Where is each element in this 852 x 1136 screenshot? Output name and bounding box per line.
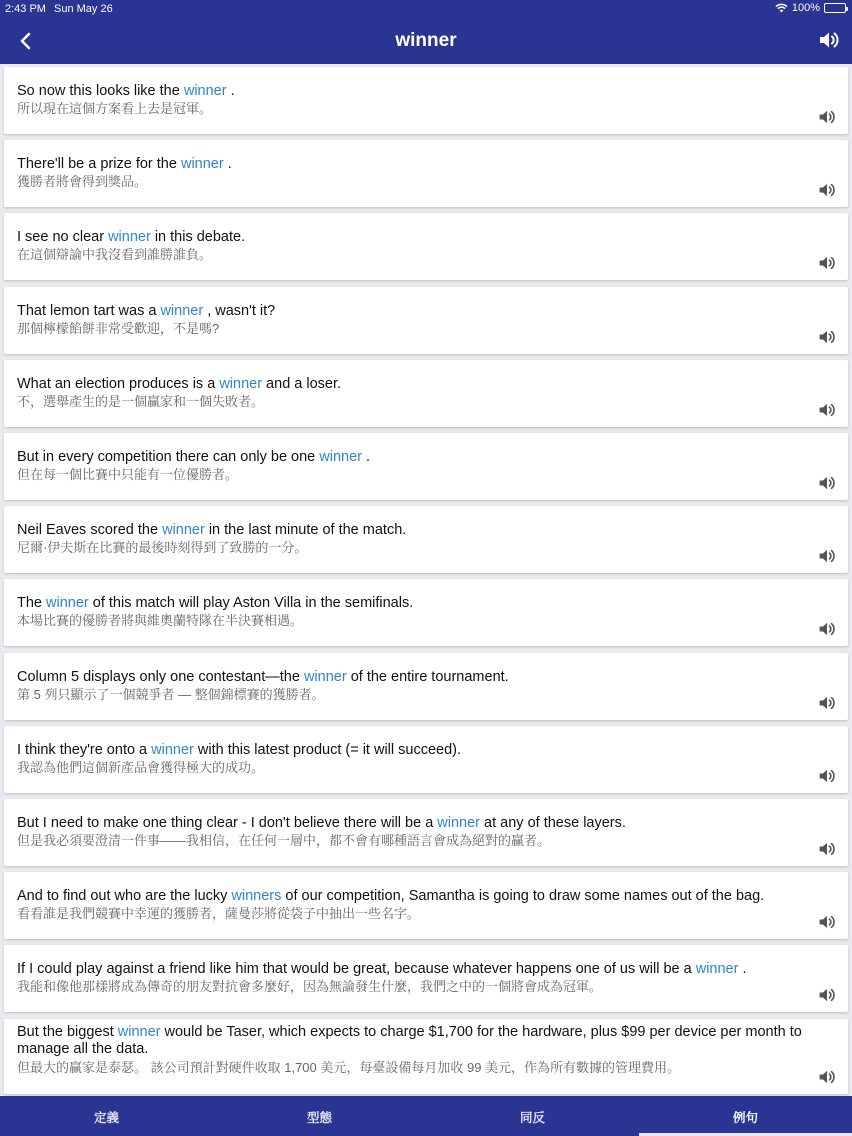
example-card	[4, 433, 848, 500]
page-title: winner	[395, 30, 457, 51]
example-keyword: winner	[162, 522, 205, 539]
example-keyword: winner	[695, 961, 739, 978]
example-keyword: winner	[117, 1023, 161, 1040]
example-text: Column 5 displays only one contestant—the	[17, 668, 304, 685]
example-list[interactable]	[0, 64, 852, 1096]
speak-example-button[interactable]	[818, 1068, 836, 1086]
example-keyword: winner	[46, 595, 89, 612]
example-english	[17, 742, 840, 759]
speaker-icon	[818, 986, 836, 1004]
example-text: of the entire tournament.	[346, 668, 509, 685]
tab-bar	[0, 1096, 852, 1136]
example-english	[17, 1024, 840, 1058]
example-keyword: winner	[180, 156, 224, 173]
example-english	[17, 376, 840, 393]
status-date: Sun May 26	[54, 3, 113, 15]
speak-example-button[interactable]	[818, 913, 836, 931]
example-english	[17, 83, 840, 100]
example-translation: 獲勝者將會得到獎品。	[17, 174, 148, 190]
example-keyword: winner	[303, 668, 347, 685]
example-text: That lemon tart was a	[17, 302, 161, 319]
tab-2[interactable]: 同反	[519, 1111, 545, 1125]
example-keyword: winner	[160, 302, 204, 319]
speaker-icon	[818, 547, 836, 565]
example-english	[17, 961, 840, 978]
example-translation: 不，選舉產生的是一個贏家和一個失敗者。	[17, 393, 265, 409]
example-translation: 我能和像他那樣將成為傳奇的朋友對抗會多麼好，因為無論發生什麼，我們之中的一個將會成為冠軍。	[17, 979, 603, 995]
nav-bar	[0, 18, 852, 64]
example-text: of our competition, Samantha is going to draw some names out of the bag.	[281, 888, 765, 905]
example-keyword: winner	[183, 83, 227, 99]
example-text: I think they're onto a	[17, 741, 152, 758]
example-text: and a loser.	[262, 375, 342, 392]
example-text: would be Taser, which expects to charge $1,700 for the hardware, plus $99 per device per month to manage all the data.	[17, 1023, 802, 1057]
example-card	[4, 579, 848, 646]
speaker-icon	[818, 328, 836, 346]
speak-example-button[interactable]	[818, 181, 836, 199]
example-translation: 但最大的贏家是泰瑟。 該公司預計對硬件收取 1,700 美元，每臺設備每月加收 99 美元，作為所有數據的管理費用。	[17, 1059, 681, 1075]
example-text: There'll be a prize for the	[17, 156, 181, 173]
example-text: But I need to make one thing clear - I don't believe there will be a	[17, 815, 438, 831]
example-text: of this match will play Aston Villa in the semifinals.	[88, 595, 414, 612]
example-card	[4, 213, 848, 280]
example-translation: 尼爾·伊夫斯在比賽的最後時刻得到了致勝的一分。	[17, 540, 308, 556]
example-card	[4, 1019, 848, 1094]
example-text: with this latest product (= it will succeed).	[193, 741, 462, 758]
speak-example-button[interactable]	[818, 254, 836, 272]
example-keyword: winner	[108, 229, 151, 246]
example-text: at any of these layers.	[480, 815, 626, 831]
speaker-icon	[818, 620, 836, 638]
example-text: in this debate.	[150, 229, 246, 246]
example-card	[4, 653, 848, 720]
example-english	[17, 303, 840, 320]
example-translation: 在這個辯論中我沒看到誰勝誰負。	[17, 247, 213, 263]
example-english	[17, 595, 840, 612]
example-translation: 但在每一個比賽中只能有一位優勝者。	[17, 467, 239, 482]
example-english	[17, 229, 840, 246]
example-translation: 所以現在這個方案看上去是冠軍。	[17, 101, 213, 116]
speaker-icon	[818, 181, 836, 199]
example-english	[17, 669, 840, 686]
example-text: What an election produces is a	[17, 375, 220, 392]
example-keyword: winner	[151, 741, 194, 758]
example-card	[4, 872, 848, 939]
example-translation: 我認為他們這個新產品會獲得極大的成功。	[17, 759, 265, 775]
speak-example-button[interactable]	[818, 840, 836, 858]
example-english	[17, 449, 840, 466]
example-translation: 本場比賽的優勝者將與維奧蘭特隊在半決賽相遇。	[17, 613, 304, 629]
speaker-icon	[818, 694, 836, 712]
example-english	[17, 815, 840, 832]
speaker-icon	[818, 474, 836, 492]
example-text: The	[17, 595, 47, 612]
example-card	[4, 287, 848, 354]
example-text: .	[738, 961, 747, 978]
example-translation: 第 5 列只顯示了一個競爭者 — 整個錦標賽的獲勝者。	[17, 686, 325, 702]
example-keyword: winner	[319, 449, 362, 465]
speak-example-button[interactable]	[818, 620, 836, 638]
example-text: But in every competition there can only be one	[17, 449, 320, 465]
speak-example-button[interactable]	[818, 401, 836, 419]
speaker-icon	[818, 29, 840, 51]
speaker-icon	[818, 913, 836, 931]
example-text: So now this looks like the	[17, 83, 184, 99]
speak-example-button[interactable]	[818, 328, 836, 346]
speaker-icon	[818, 840, 836, 858]
tab-3[interactable]: 例句	[639, 1096, 852, 1136]
example-card	[4, 67, 848, 134]
tab-1[interactable]: 型態	[306, 1111, 332, 1125]
speak-example-button[interactable]	[818, 986, 836, 1004]
example-english	[17, 888, 840, 905]
example-text: But the biggest	[17, 1023, 118, 1040]
example-english	[17, 522, 840, 539]
example-card	[4, 945, 848, 1012]
status-time: 2:43 PM	[5, 3, 46, 15]
speaker-icon	[818, 254, 836, 272]
example-text: Neil Eaves scored the	[17, 522, 163, 539]
example-translation: 看看誰是我們競賽中幸運的獲勝者，薩曼莎將從袋子中抽出一些名字。	[17, 906, 421, 922]
example-card	[4, 726, 848, 793]
example-text: I see no clear	[17, 229, 109, 246]
speak-example-button[interactable]	[818, 108, 836, 126]
example-keyword: winners	[231, 888, 282, 905]
speaker-icon	[818, 1068, 836, 1086]
speak-example-button[interactable]	[818, 694, 836, 712]
battery-percent: 100%	[791, 2, 820, 14]
example-text: And to find out who are the lucky	[17, 888, 232, 905]
example-translation: 但是我必須要澄清一件事——我相信，在任何一層中，都不會有哪種語言會成為絕對的贏者。	[17, 833, 551, 848]
example-card	[4, 799, 848, 866]
battery-icon	[824, 3, 846, 13]
example-text: , wasn't it?	[203, 302, 276, 319]
example-text: .	[226, 83, 235, 99]
speaker-icon	[818, 767, 836, 785]
example-keyword: winner	[437, 815, 481, 831]
example-card	[4, 506, 848, 573]
speak-example-button[interactable]	[818, 547, 836, 565]
speak-word-button[interactable]	[818, 29, 842, 53]
example-card	[4, 360, 848, 427]
speak-example-button[interactable]	[818, 474, 836, 492]
speaker-icon	[818, 108, 836, 126]
example-text: in the last minute of the match.	[204, 522, 407, 539]
example-text: If I could play against a friend like him that would be great, because whatever happens one of us will be a	[17, 961, 696, 978]
status-bar	[0, 0, 852, 18]
example-translation: 那個檸檬餡餅非常受歡迎，不是嗎?	[17, 320, 220, 336]
wifi-icon	[775, 3, 788, 13]
speaker-icon	[818, 401, 836, 419]
speak-example-button[interactable]	[818, 767, 836, 785]
tab-0[interactable]: 定義	[93, 1111, 119, 1125]
example-english	[17, 156, 840, 173]
status-right	[775, 2, 846, 14]
example-text: .	[361, 449, 371, 465]
example-card	[4, 140, 848, 207]
example-text: .	[223, 156, 232, 173]
example-keyword: winner	[219, 375, 263, 392]
